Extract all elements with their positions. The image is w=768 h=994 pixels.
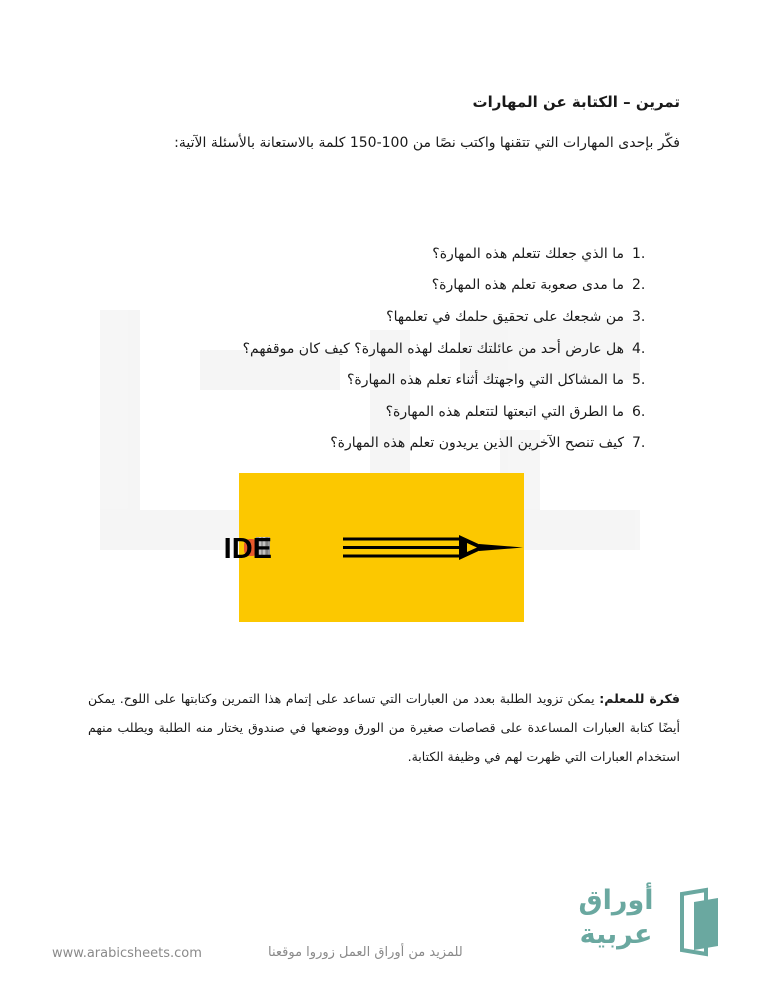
teacher-note (88, 684, 680, 771)
question-text: كيف تنصح الآخرين الذين يريدون تعلم هذه المهارة؟ (330, 435, 624, 452)
footer-cta-text: للمزيد من أوراق العمل زوروا موقعنا (268, 945, 463, 960)
pencil-icon (223, 473, 524, 622)
question-text: ما الذي جعلك تتعلم هذه المهارة؟ (432, 245, 624, 262)
question-item (243, 301, 660, 333)
question-number: 7. (632, 435, 646, 452)
book-icon (678, 888, 722, 956)
question-number: 5. (632, 372, 646, 389)
question-text: ما المشاكل التي واجهتك أثناء تعلم هذه المهارة؟ (346, 372, 624, 389)
question-item (243, 428, 660, 460)
brand-name: أوراق عربية (578, 885, 654, 950)
idea-letters: IDE (223, 533, 272, 565)
question-item (243, 333, 660, 365)
question-item (243, 238, 660, 270)
question-number: 4. (632, 340, 646, 357)
question-text: من شجعك على تحقيق حلمك في تعلمها؟ (386, 308, 624, 325)
question-number: 6. (632, 403, 646, 420)
question-text: ما مدى صعوبة تعلم هذه المهارة؟ (431, 277, 624, 294)
teacher-note-label: فكرة للمعلم: (599, 691, 680, 706)
exercise-title: تمرين – الكتابة عن المهارات (472, 93, 680, 111)
question-number: 3. (632, 308, 646, 325)
idea-pencil-image (223, 473, 524, 622)
question-item (243, 364, 660, 396)
question-item (243, 396, 660, 428)
question-number: 2. (632, 277, 646, 294)
question-item (243, 270, 660, 302)
question-number: 1. (632, 245, 646, 262)
question-text: هل عارض أحد من عائلتك تعلمك لهذه المهارة؟ كيف كان موقفهم؟ (242, 340, 624, 357)
footer-website-link[interactable]: www.arabicsheets.com (52, 946, 202, 961)
question-list (243, 238, 660, 459)
brand-logo (566, 884, 726, 960)
exercise-instruction: فكّر بإحدى المهارات التي تتقنها واكتب نصًا من 100-150 كلمة بالاستعانة بالأسئلة الآتية: (174, 135, 680, 151)
teacher-note-text: يمكن تزويد الطلبة بعدد من العبارات التي تساعد على إتمام هذا التمرين وكتابتها على اللوح. يمكن أيضًا كتابة العبارات المساعدة على قصاصات صغيرة من الورق ووضعها في صندوق يختار منه الطلبة ويطلب منهم استخدام العبارات التي ظهرت لهم في وظيفة الكتابة. (88, 691, 680, 764)
question-text: ما الطرق التي اتبعتها لتتعلم هذه المهارة؟ (385, 403, 624, 420)
